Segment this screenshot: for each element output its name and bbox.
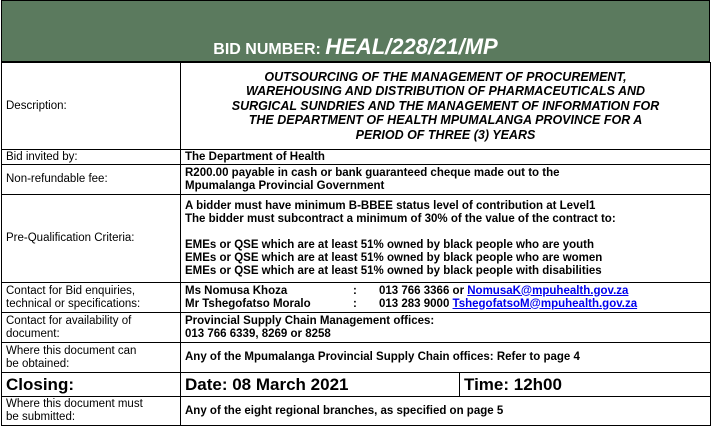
- fee-label: Non-refundable fee:: [2, 165, 181, 195]
- bid-header: [1, 0, 710, 62]
- bid-invited-value: The Department of Health: [181, 150, 711, 165]
- row-description: [2, 63, 711, 150]
- submit-label: Where this document must be submitted:: [2, 397, 181, 426]
- closing-label: Closing:: [2, 373, 181, 397]
- row-contact-bid: [2, 283, 711, 313]
- bid-number-value: HEAL/228/21/MP: [325, 34, 498, 59]
- row-fee: [2, 165, 711, 195]
- row-closing: [2, 373, 711, 397]
- bid-number-label: BID NUMBER:: [213, 41, 326, 58]
- closing-date: Date: 08 March 2021: [181, 373, 460, 397]
- row-bid-invited: [2, 150, 711, 165]
- contact-email-link[interactable]: NomusaK@mpuhealth.gov.za: [467, 284, 629, 297]
- submit-value: Any of the eight regional branches, as specified on page 5: [181, 397, 711, 426]
- description-value: OUTSOURCING OF THE MANAGEMENT OF PROCUREMENT, WAREHOUSING AND DISTRIBUTION OF PHARMACEUTICALS AND SURGICAL SUNDRIES AND THE MANAGEMENT OF INFORMATION FOR THE DEPARTMENT OF HEALTH MPUMALANGA PROVINCE FOR A PERIOD OF THREE (3) YEARS: [181, 63, 711, 150]
- obtain-label: Where this document can be obtained:: [2, 343, 181, 373]
- bid-details-table: [1, 62, 711, 426]
- contact-email-link[interactable]: TshegofatsoM@mpuhealth.gov.za: [452, 297, 638, 310]
- description-label: Description:: [2, 63, 181, 150]
- contact-phone: 013 283 9000: [379, 297, 453, 310]
- row-prequal: [2, 195, 711, 283]
- row-obtain: [2, 343, 711, 373]
- contact-row: [185, 285, 706, 298]
- contact-sep: :: [353, 297, 357, 310]
- contact-sep: :: [353, 284, 357, 297]
- prequal-value: A bidder must have minimum B-BBEE status level of contribution at Level1 The bidder must subcontract a minimum of 30% of the value of the contract to: EMEs or QSE which are at least 51% owned by black people who are youth EMEs or QSE which are at least 51% owned by black people who are women EMEs or QSE which are at least 51% owned by black people with disabilities: [181, 195, 711, 283]
- contact-bid-value: [181, 283, 711, 313]
- bid-invited-label: Bid invited by:: [2, 150, 181, 165]
- obtain-value: Any of the Mpumalanga Provincial Supply Chain offices: Refer to page 4: [181, 343, 711, 373]
- row-submit: [2, 397, 711, 426]
- contact-avail-value: Provincial Supply Chain Management offices: 013 766 6339, 8269 or 8258: [181, 313, 711, 343]
- prequal-label: Pre-Qualification Criteria:: [2, 195, 181, 283]
- row-contact-avail: [2, 313, 711, 343]
- fee-value: R200.00 payable in cash or bank guaranteed cheque made out to the Mpumalanga Provincial Government: [181, 165, 711, 195]
- bid-number-heading: [2, 34, 709, 60]
- contact-avail-label: Contact for availability of document:: [2, 313, 181, 343]
- contact-row: [185, 298, 706, 311]
- contact-bid-label: Contact for Bid enquiries, technical or specifications:: [2, 283, 181, 313]
- contact-name: Mr Tshegofatso Moralo: [185, 297, 311, 310]
- contact-phone: 013 766 3366 or: [379, 284, 468, 297]
- closing-time: Time: 12h00: [460, 373, 711, 397]
- contact-name: Ms Nomusa Khoza: [185, 284, 288, 297]
